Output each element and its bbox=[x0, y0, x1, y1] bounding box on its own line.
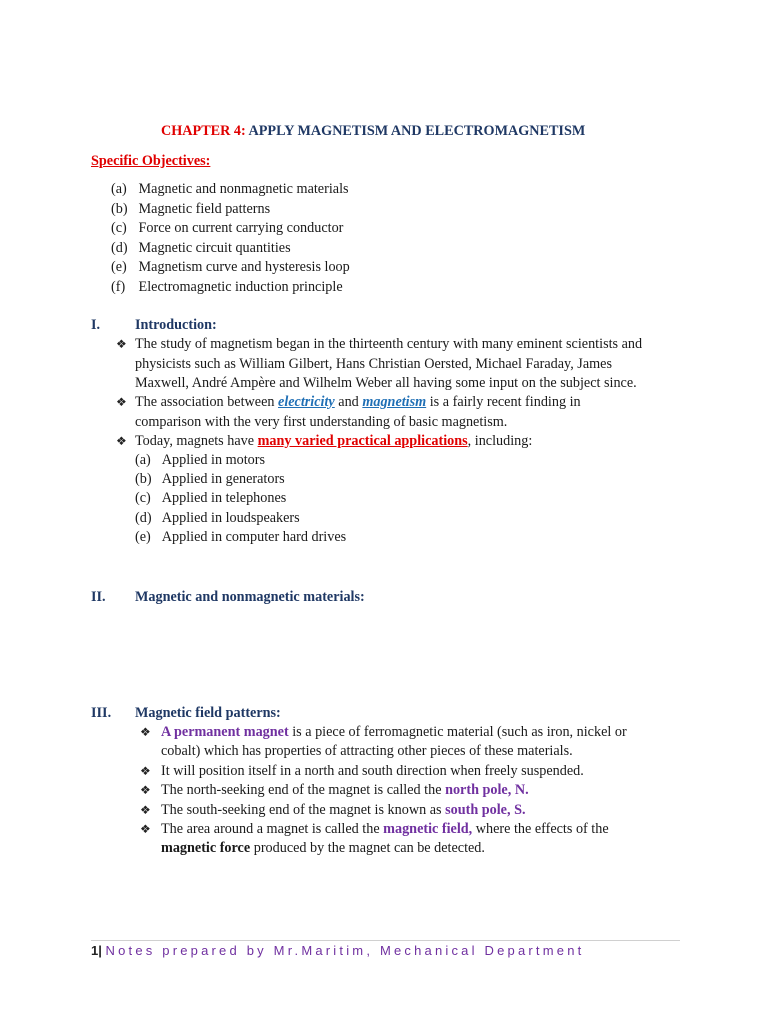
magnetism-link[interactable]: magnetism bbox=[362, 394, 427, 410]
north-pole-term: north pole, N bbox=[445, 782, 526, 798]
objective-text: Force on current carrying conductor bbox=[138, 220, 344, 236]
paragraph-line bbox=[161, 802, 526, 819]
paragraph-line: physicists such as William Gilbert, Hans Christian Oersted, Michael Faraday, James bbox=[135, 356, 612, 372]
objective-label: (c) bbox=[111, 220, 127, 236]
application-item bbox=[135, 490, 286, 507]
paragraph-line bbox=[161, 724, 627, 741]
application-item bbox=[135, 529, 346, 546]
application-item bbox=[135, 471, 285, 488]
footer-divider bbox=[91, 940, 680, 941]
electricity-link[interactable]: electricity bbox=[278, 394, 335, 410]
application-text: Applied in motors bbox=[161, 452, 266, 468]
magnetic-force-term: magnetic force bbox=[161, 840, 251, 856]
footer-separator: | bbox=[98, 943, 102, 958]
objective-text: Magnetic circuit quantities bbox=[138, 240, 291, 256]
bullet-icon: ❖ bbox=[116, 395, 127, 409]
text-fragment: , including: bbox=[467, 433, 533, 449]
objective-item bbox=[111, 201, 270, 221]
objective-label: (e) bbox=[111, 259, 127, 275]
page-footer bbox=[91, 943, 584, 958]
magnetic-field-term: magnetic field, bbox=[383, 821, 473, 837]
south-pole-term: south pole, S. bbox=[445, 802, 526, 818]
objective-item bbox=[111, 220, 343, 240]
text-fragment: is a fairly recent finding in bbox=[426, 394, 581, 410]
bullet-icon: ❖ bbox=[140, 764, 151, 778]
section-title: Introduction: bbox=[135, 317, 217, 333]
objective-item bbox=[111, 259, 350, 279]
chapter-topic: APPLY MAGNETISM AND ELECTROMAGNETISM bbox=[248, 123, 586, 139]
objective-label: (a) bbox=[111, 181, 127, 197]
objectives-heading: Specific Objectives: bbox=[91, 153, 211, 169]
bullet-icon: ❖ bbox=[140, 803, 151, 817]
application-label: (c) bbox=[135, 490, 151, 506]
section-title: Magnetic and nonmagnetic materials: bbox=[135, 589, 365, 605]
objective-text: Magnetic and nonmagnetic materials bbox=[138, 181, 349, 197]
application-item bbox=[135, 510, 300, 527]
objective-text: Magnetism curve and hysteresis loop bbox=[138, 259, 350, 275]
objective-text: Electromagnetic induction principle bbox=[138, 279, 343, 295]
bullet-icon: ❖ bbox=[116, 337, 127, 351]
paragraph-line: Maxwell, André Ampère and Wilhelm Weber all having some input on the subject since. bbox=[135, 375, 637, 391]
section-number: I. bbox=[91, 317, 101, 333]
paragraph-line: It will position itself in a north and south direction when freely suspended. bbox=[161, 763, 584, 779]
bullet-icon: ❖ bbox=[140, 783, 151, 797]
section-title: Magnetic field patterns: bbox=[135, 705, 281, 721]
paragraph-line bbox=[135, 394, 581, 411]
application-label: (d) bbox=[135, 510, 152, 526]
objective-item bbox=[111, 181, 349, 201]
text-fragment: Today, magnets have bbox=[135, 433, 258, 449]
footer-note: Notes prepared by Mr.Maritim, Mechanical Department bbox=[105, 943, 585, 958]
application-text: Applied in telephones bbox=[161, 490, 287, 506]
page-number: 1 bbox=[91, 943, 99, 958]
paragraph-line: The study of magnetism began in the thirteenth century with many eminent scientists and bbox=[135, 336, 643, 352]
paragraph-line bbox=[161, 782, 529, 799]
chapter-title bbox=[161, 123, 585, 140]
paragraph-line bbox=[161, 821, 609, 838]
section-number: II. bbox=[91, 589, 106, 605]
bullet-icon: ❖ bbox=[140, 822, 151, 836]
paragraph-line bbox=[161, 840, 485, 857]
text-fragment: The south-seeking end of the magnet is known as bbox=[161, 802, 446, 818]
bullet-icon: ❖ bbox=[140, 725, 151, 739]
text-fragment: The area around a magnet is called the bbox=[161, 821, 384, 837]
text-fragment: . bbox=[525, 782, 529, 798]
paragraph-line: comparison with the very first understanding of basic magnetism. bbox=[135, 414, 508, 430]
text-fragment: produced by the magnet can be detected. bbox=[250, 840, 485, 856]
application-label: (e) bbox=[135, 529, 151, 545]
text-fragment: where the effects of the bbox=[472, 821, 609, 837]
objective-label: (f) bbox=[111, 279, 126, 295]
application-text: Applied in loudspeakers bbox=[161, 510, 300, 526]
text-fragment: The north-seeking end of the magnet is called the bbox=[161, 782, 446, 798]
applications-highlight: many varied practical applications bbox=[257, 433, 468, 449]
application-text: Applied in generators bbox=[161, 471, 285, 487]
objective-item bbox=[111, 240, 291, 260]
text-fragment: and bbox=[334, 394, 363, 410]
application-label: (a) bbox=[135, 452, 151, 468]
bullet-icon: ❖ bbox=[116, 434, 127, 448]
objective-text: Magnetic field patterns bbox=[138, 201, 271, 217]
objective-label: (b) bbox=[111, 201, 128, 217]
text-fragment: is a piece of ferromagnetic material (such as iron, nickel or bbox=[288, 724, 627, 740]
paragraph-line: cobalt) which has properties of attracting other pieces of these materials. bbox=[161, 743, 573, 759]
application-label: (b) bbox=[135, 471, 152, 487]
chapter-number: CHAPTER 4 bbox=[161, 123, 242, 139]
text-fragment: The association between bbox=[135, 394, 279, 410]
paragraph-line bbox=[135, 433, 532, 450]
objective-item bbox=[111, 279, 343, 299]
application-text: Applied in computer hard drives bbox=[161, 529, 347, 545]
permanent-magnet-term: A permanent magnet bbox=[161, 724, 289, 740]
application-item bbox=[135, 452, 265, 469]
chapter-separator: : bbox=[241, 123, 246, 139]
section-number: III. bbox=[91, 705, 112, 721]
objective-label: (d) bbox=[111, 240, 128, 256]
